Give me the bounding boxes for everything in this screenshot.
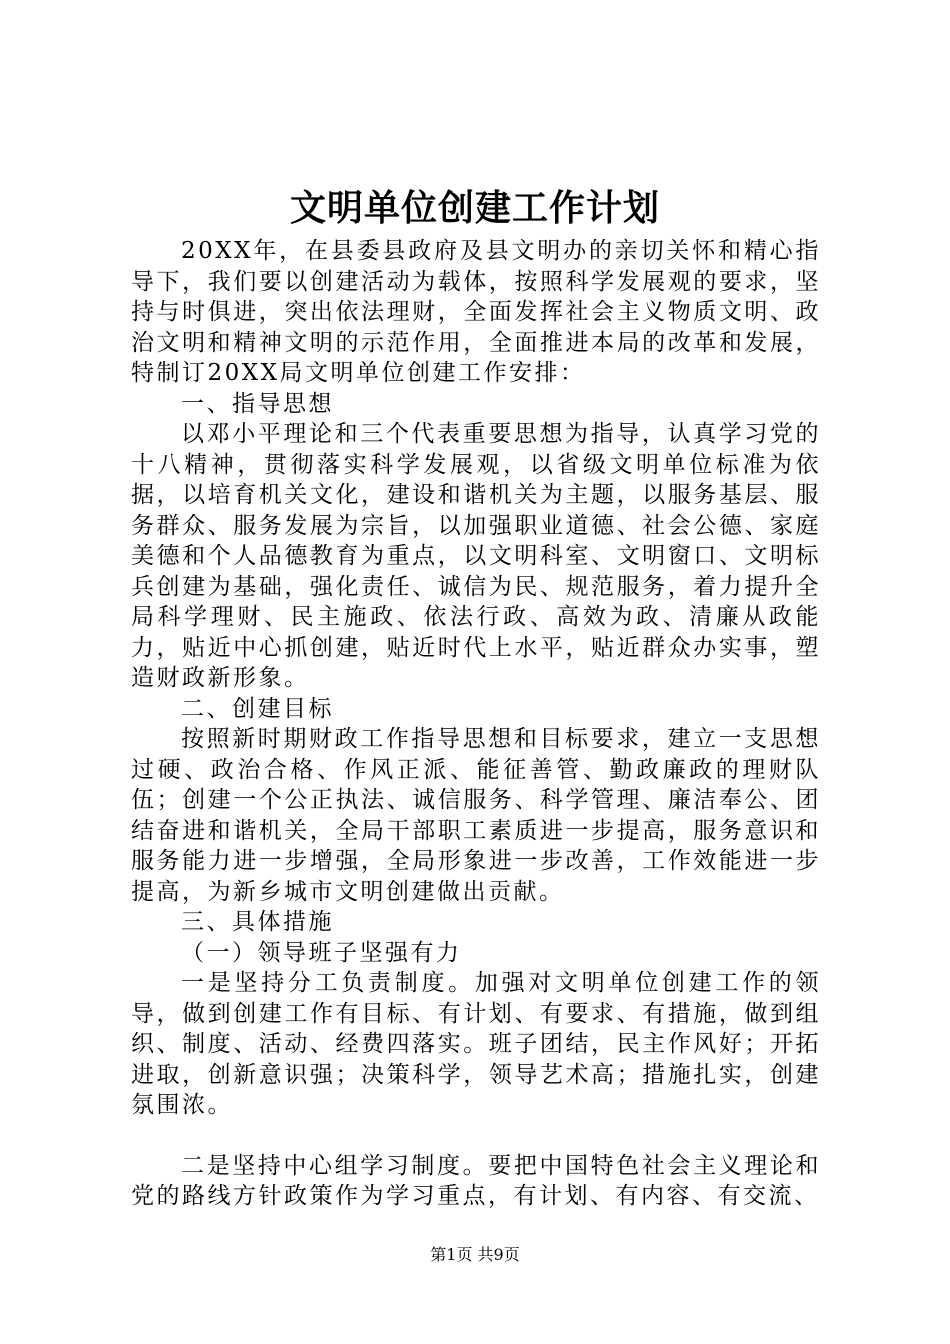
intro-paragraph: 20XX年，在县委县政府及县文明办的亲切关怀和精心指导下，我们要以创建活动为载体，按照科学发展观的要求，坚持与时俱进，突出依法理财，全面发挥社会主义物质文明、政治文明和精神文明的示范作用，全面推进本局的改革和发展，特制订20XX局文明单位创建工作安排： (131, 238, 821, 386)
goals-paragraph: 按照新时期财政工作指导思想和目标要求，建立一支思想过硬、政治合格、作风正派、能征善管、勤政廉政的理财队伍；创建一个公正执法、诚信服务、科学管理、廉洁奉公、团结奋进和谐机关，全局干部职工素质进一步提高，服务意识和服务能力进一步增强，全局形象进一步改善，工作效能进一步提高，为新乡城市文明创建做出贡献。 (131, 726, 821, 905)
section-heading-guiding-thought: 一、指导思想 (181, 390, 334, 417)
page-footer: 第1页 共9页 (430, 1245, 520, 1264)
subsection-heading-leadership: （一）领导班子坚强有力 (181, 939, 462, 966)
measure-two-paragraph: 二是坚持中心组学习制度。要把中国特色社会主义理论和党的路线方针政策作为学习重点，有计划、有内容、有交流、 (131, 1152, 821, 1209)
measure-one-paragraph: 一是坚持分工负责制度。加强对文明单位创建工作的领导，做到创建工作有目标、有计划、有要求、有措施，做到组织、制度、活动、经费四落实。班子团结，民主作风好；开拓进取，创新意识强；决策科学，领导艺术高；措施扎实，创建氛围浓。 (131, 970, 821, 1118)
document-body (131, 236, 821, 1212)
guiding-thought-paragraph: 以邓小平理论和三个代表重要思想为指导，认真学习党的十八精神，贯彻落实科学发展观，以省级文明单位标准为依据，以培育机关文化，建设和谐机关为主题，以服务基层、服务群众、服务发展为宗旨，以加强职业道德、社会公德、家庭美德和个人品德教育为重点，以文明科室、文明窗口、文明标兵创建为基础，强化责任、诚信为民、规范服务，着力提升全局科学理财、民主施政、依法行政、高效为政、清廉从政能力，贴近中心抓创建，贴近时代上水平，贴近群众办实事，塑造财政新形象。 (131, 421, 821, 691)
document-title: 文明单位创建工作计划 (289, 187, 660, 229)
section-heading-goals: 二、创建目标 (181, 695, 334, 722)
section-heading-measures: 三、具体措施 (181, 909, 334, 935)
